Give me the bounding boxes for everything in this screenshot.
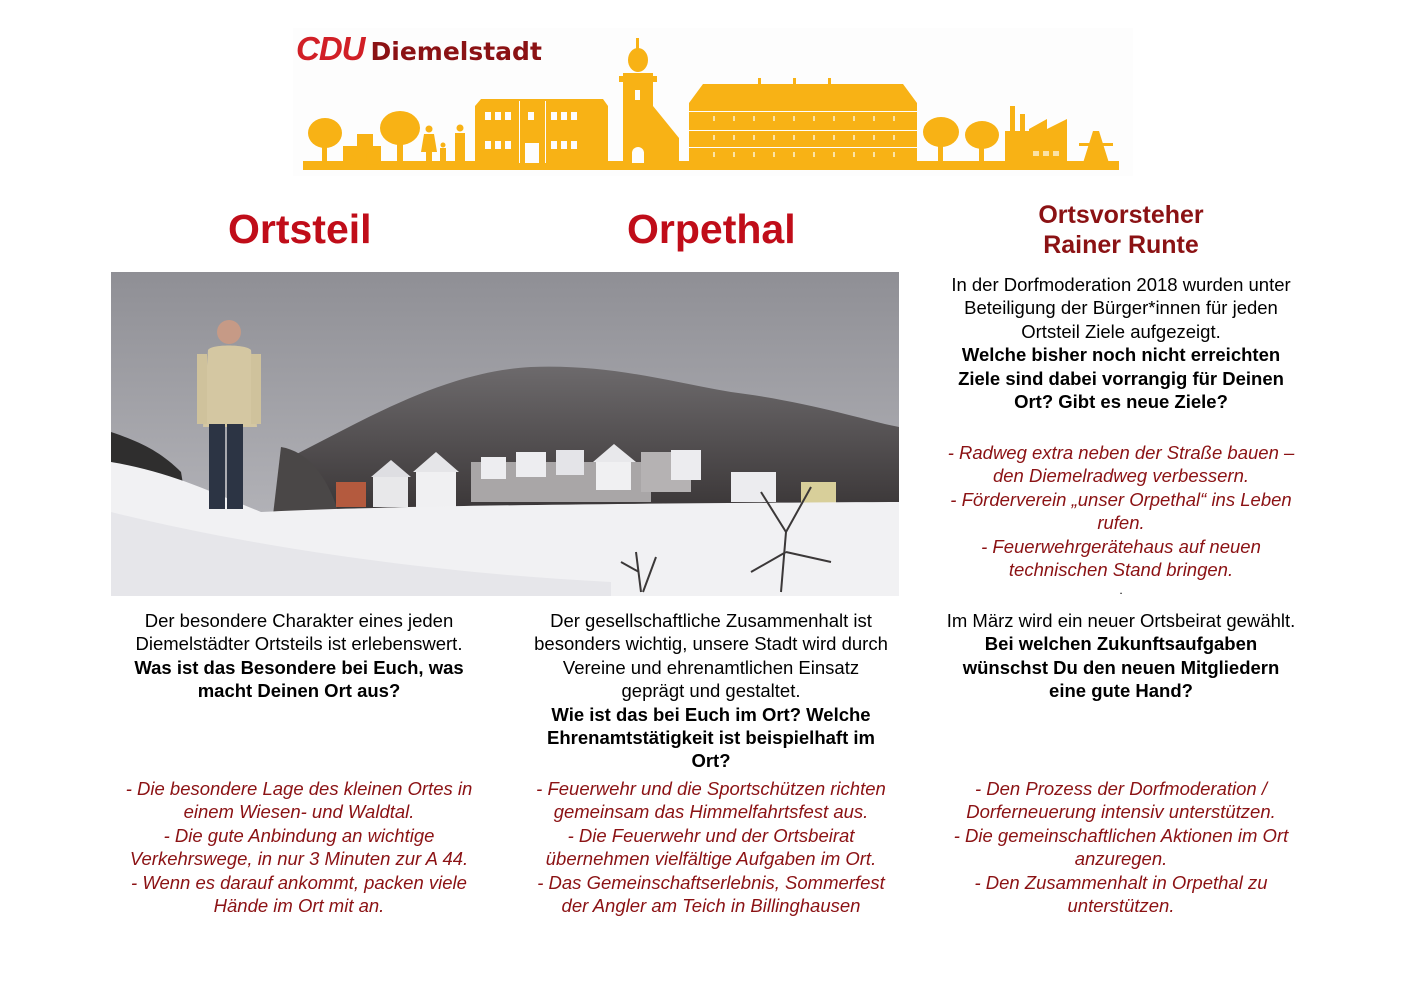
column3-goal-line: den Diemelradweg verbessern.: [992, 465, 1250, 487]
column3-answer-line: - Die gemeinschaftlichen Aktionen im Ort: [953, 824, 1289, 846]
column2-answer-line: - Feuerwehr und die Sportschützen richten: [536, 778, 886, 799]
separator-dot: .: [1119, 583, 1123, 597]
column3-intro-block: [924, 273, 1318, 413]
column3-intro-line: Ortsteil Ziele aufgezeigt.: [1021, 320, 1221, 342]
column1-intro-line: Der besondere Charakter eines jeden: [144, 610, 454, 631]
column3-intro-question-line: Ort? Gibt es neue Ziele?: [1014, 391, 1228, 413]
column3-intro-question-line: Welche bisher noch nicht erreichten: [961, 344, 1281, 366]
column2-intro-line: geprägt und gestaltet.: [621, 680, 801, 702]
column1-question-line: macht Deinen Ort aus?: [197, 680, 401, 702]
column3-answer-line: Dorferneuerung intensiv unterstützen.: [966, 801, 1276, 823]
column3-answer-line: unterstützen.: [1067, 895, 1175, 917]
column1-answer-line: Hände im Ort mit an.: [213, 895, 385, 917]
column3-goal-line: technischen Stand bringen.: [1008, 559, 1234, 581]
heading-ortsteil: Ortsteil: [228, 206, 372, 252]
column2-answer-line: übernehmen vielfältige Aufgaben im Ort.: [545, 848, 877, 870]
column2-answer-block: [512, 777, 910, 917]
column3-answer-line: - Den Zusammenhalt in Orpethal zu: [974, 871, 1268, 893]
column3-goals-block: [924, 441, 1318, 581]
column1-answer-line: - Wenn es darauf ankommt, packen viele: [131, 871, 467, 893]
column2-intro-line: Vereine und ehrenamtlichen Einsatz: [562, 656, 860, 678]
heading-ortsvorsteher-name: Rainer Runte: [1043, 231, 1199, 259]
column3-goal-line: rufen.: [1097, 512, 1145, 534]
cdu-diemelstadt-logo: [296, 30, 542, 68]
logo-party: CDU: [296, 30, 365, 67]
column1-intro-line: Diemelstädter Ortsteils ist erlebenswert.: [135, 633, 463, 655]
column3-question-block: [924, 609, 1318, 703]
header-banner: [293, 28, 1133, 176]
column2-answer-line: - Die Feuerwehr und der Ortsbeirat: [567, 824, 855, 846]
heading-ortsvorsteher-title: Ortsvorsteher: [1038, 201, 1204, 229]
column3-intro-line: Beteiligung der Bürger*innen für jeden: [964, 297, 1278, 319]
column2-question-line: Ort?: [691, 750, 731, 772]
heading-ortsvorsteher: [930, 200, 1312, 260]
column3-intro-question-line: Ziele sind dabei vorrangig für Deinen: [958, 367, 1284, 389]
column3-intro-line: In der Dorfmoderation 2018 wurden unter: [951, 274, 1291, 295]
column2-question-block: [512, 609, 910, 773]
column1-answer-block: [100, 777, 498, 917]
column1-answer-line: - Die gute Anbindung an wichtige: [163, 824, 435, 846]
column3-answer-line: anzuregen.: [1074, 848, 1168, 870]
column3-answer-line: - Den Prozess der Dorfmoderation /: [974, 778, 1267, 799]
column2-intro-line: besonders wichtig, unsere Stadt wird durch: [534, 633, 888, 655]
column1-question-block: [108, 609, 490, 703]
column2-answer-line: der Angler am Teich in Billinghausen: [561, 895, 861, 917]
village-winter-photo: [111, 272, 899, 596]
column1-answer-line: - Die besondere Lage des kleinen Ortes in: [125, 778, 473, 799]
column2-intro-line: Der gesellschaftliche Zusammenhalt ist: [550, 610, 872, 631]
column2-answer-line: gemeinsam das Himmelfahrtsfest aus.: [553, 801, 869, 823]
column2-answer-line: - Das Gemeinschaftserlebnis, Sommerfest: [537, 871, 885, 893]
column3-answer-block: [924, 777, 1318, 917]
logo-city: Diemelstadt: [370, 37, 542, 66]
column3-election-line: Im März wird ein neuer Ortsbeirat gewählt.: [946, 610, 1296, 631]
column2-question-line: Ehrenamtstätigkeit ist beispielhaft im: [547, 727, 875, 749]
column3-question-line: wünschst Du den neuen Mitgliedern: [962, 656, 1280, 678]
column1-answer-line: Verkehrswege, in nur 3 Minuten zur A 44.: [129, 848, 469, 870]
column3-question-line: eine gute Hand?: [1049, 680, 1193, 702]
column1-question-line: Was ist das Besondere bei Euch, was: [134, 656, 464, 678]
column3-question-line: Bei welchen Zukunftsaufgaben: [984, 633, 1258, 655]
column1-answer-line: einem Wiesen- und Waldtal.: [183, 801, 415, 823]
column3-goal-line: - Förderverein „unser Orpethal“ ins Leben: [950, 488, 1292, 510]
heading-orpethal: Orpethal: [627, 206, 796, 252]
column2-question-line: Wie ist das bei Euch im Ort? Welche: [551, 703, 871, 725]
column3-goal-line: - Feuerwehrgerätehaus auf neuen: [981, 535, 1261, 557]
column3-goal-line: - Radweg extra neben der Straße bauen –: [947, 442, 1295, 463]
